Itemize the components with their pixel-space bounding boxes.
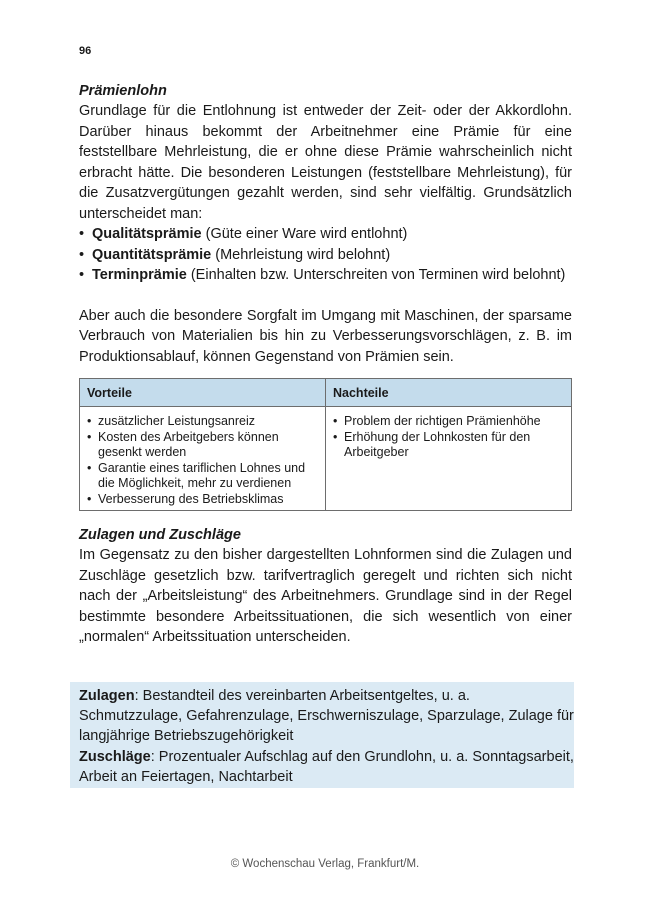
paragraph-praemienlohn-intro: Grundlage für die Entlohnung ist entweder der Zeit- oder der Akkordlohn. Darüber hinaus bekommt der Arbeitnehmer eine Prämie für eine feststellbare Mehrleistung, die er ohne diese Prämie wahrscheinlich nicht erbracht hätte. Die besonderen Leistungen (feststellbare Mehrleistung), für die Zusatzvergütungen gezahlt werden, sind sehr vielfältig. Grundsätzlich unterscheidet man:: [79, 103, 572, 222]
term-description: (Mehrleistung wird belohnt): [211, 246, 391, 263]
list-item: [79, 224, 572, 245]
table-row: [80, 407, 572, 511]
section-heading-zulagen: Zulagen und Zuschläge: [79, 527, 241, 543]
term-bold: Qualitätsprämie: [92, 226, 202, 242]
definition-text: : Prozentualer Aufschlag auf den Grundlohn, u. a. Sonntagsarbeit, Arbeit an Feiertagen, Nachtarbeit: [79, 748, 574, 785]
definition-text: : Bestandteil des vereinbarten Arbeitsentgeltes, u. a. Schmutzzulage, Gefahrenzulage, Erschwerniszulage, Sparzulage, Zulage für langjährige Betriebszugehörigkeit: [79, 688, 574, 745]
section-heading-praemienlohn: Prämienlohn: [79, 83, 167, 99]
copyright-footer: © Wochenschau Verlag, Frankfurt/M.: [230, 858, 420, 870]
main-content: [79, 82, 572, 648]
nachteile-list: [333, 414, 564, 461]
list-item: • Garantie eines tariflichen Lohnes und die Möglichkeit, mehr zu verdienen: [87, 461, 318, 492]
list-item: • Verbesserung des Betriebsklimas: [87, 492, 318, 508]
praemien-type-list: [79, 224, 572, 286]
table-header-nachteile: Nachteile: [326, 379, 572, 407]
term-description: (Güte einer Ware wird entlohnt): [201, 226, 408, 242]
definition-zuschlaege: [79, 747, 574, 787]
list-item: [79, 245, 572, 266]
nachteile-cell: [326, 407, 572, 511]
list-item: • Kosten des Arbeitgebers können gesenkt werden: [87, 430, 318, 461]
pros-cons-table: [79, 378, 572, 511]
term-bold: Terminprämie: [92, 267, 187, 283]
list-item: • zusätzlicher Leistungsanreiz: [87, 414, 318, 430]
paragraph-praemien-gegenstand: Aber auch die besondere Sorgfalt im Umgang mit Maschinen, der sparsame Verbrauch von Materialien bis hin zu Verbesserungsvorschlägen, z. B. im Produktionsablauf, können Gegenstand von Prämien sein.: [79, 307, 572, 365]
list-item: • Erhöhung der Lohnkosten für den Arbeitgeber: [333, 430, 564, 461]
term-description: (Einhalten bzw. Unterschreiten von Terminen wird belohnt): [186, 267, 566, 283]
vorteile-list: [87, 414, 318, 507]
vorteile-cell: [80, 407, 326, 511]
definition-box: [70, 682, 574, 788]
definition-zulagen: [79, 686, 574, 747]
definition-term: Zuschläge: [79, 748, 151, 765]
list-item: [79, 265, 572, 286]
term-bold: Quantitätsprämie: [92, 246, 212, 263]
paragraph-zulagen: Im Gegensatz zu den bisher dargestellten Lohnformen sind die Zulagen und Zuschläge gesetzlich bzw. tarifvertraglich geregelt und richten sich nicht nach der „Arbeitsleistung“ des Arbeitnehmers. Grundlage sind in der Regel bestimmte besondere Arbeitssituationen, die sich wesentlich von einer „normalen“ Arbeitssituation unterscheiden.: [79, 547, 572, 645]
list-item: • Problem der richtigen Prämienhöhe: [333, 414, 564, 430]
table-header-vorteile: Vorteile: [80, 379, 326, 407]
page-number: 96: [79, 45, 92, 57]
definition-term: Zulagen: [79, 688, 135, 704]
